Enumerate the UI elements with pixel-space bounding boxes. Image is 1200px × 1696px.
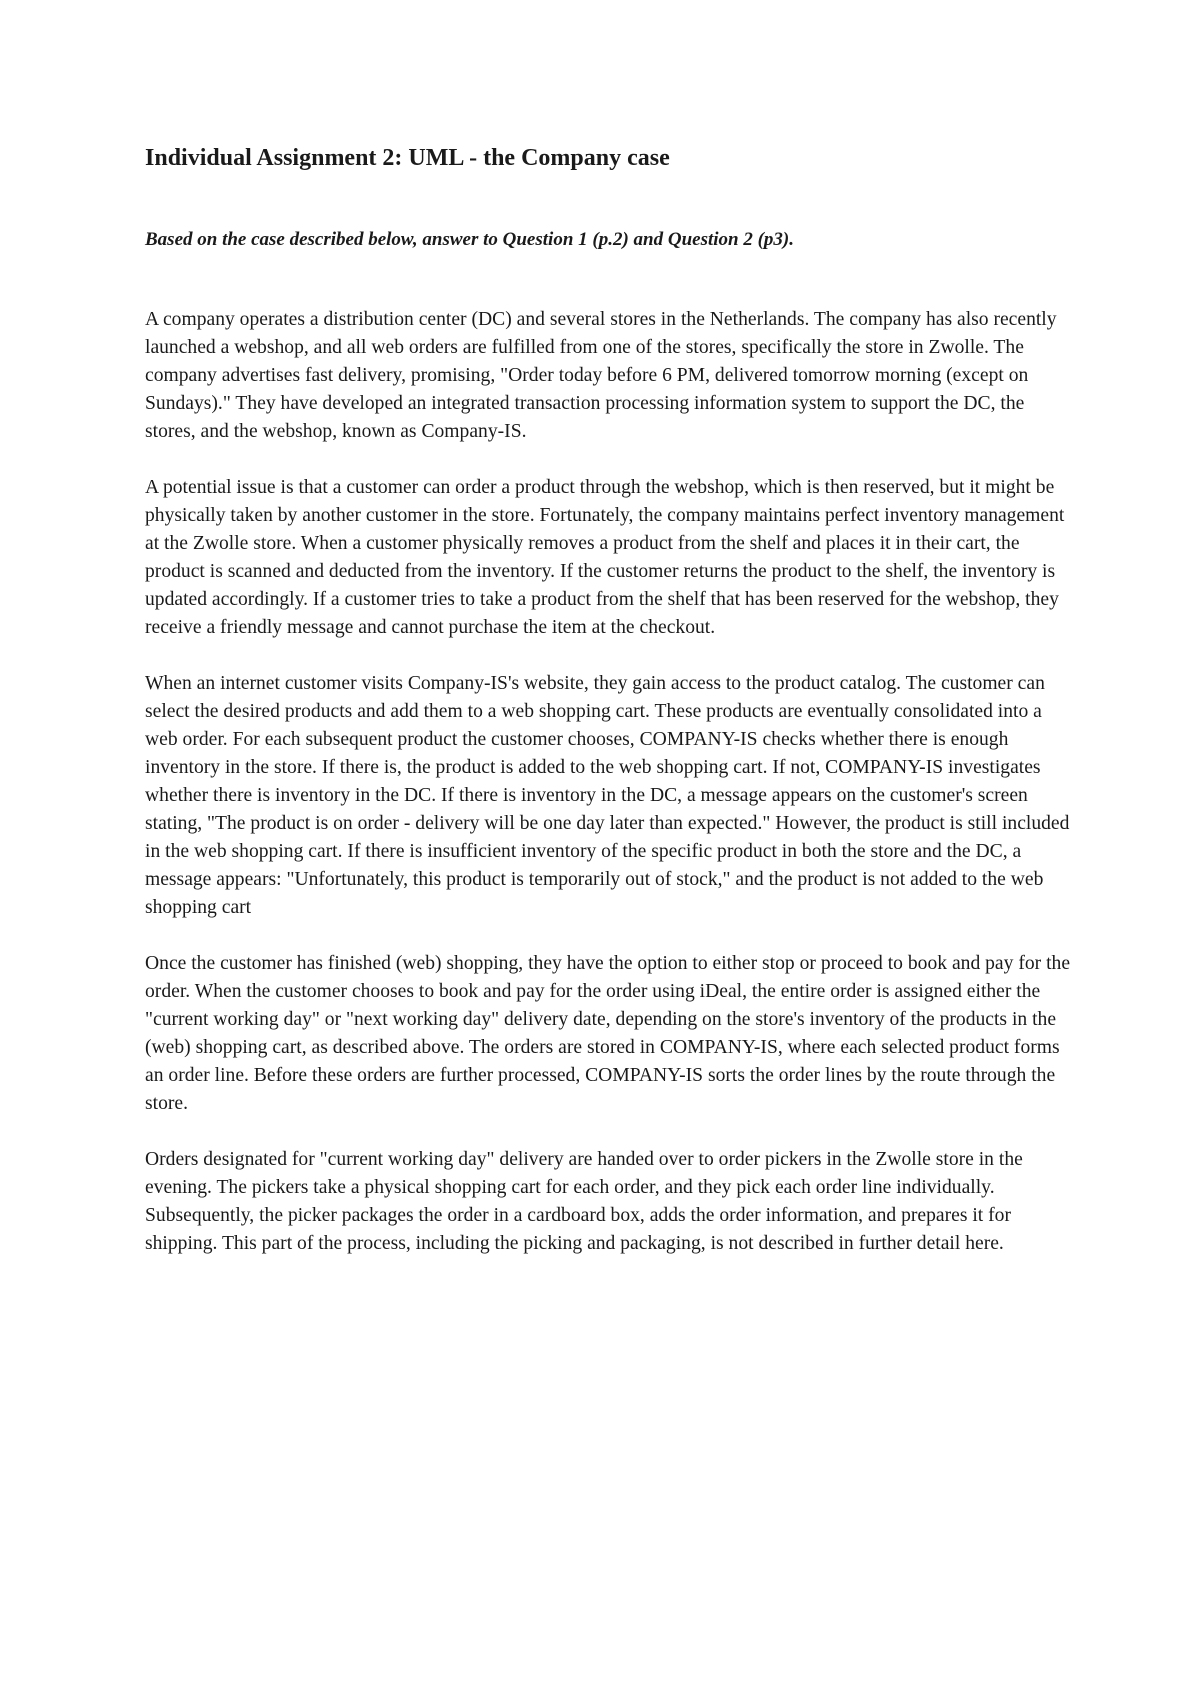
document-body (145, 142, 1075, 1286)
paragraph-web-shopping: When an internet customer visits Company-IS's website, they gain access to the product catalog. The customer can select the desired products and add them to a web shopping cart. These products are eventually consolidated into a web order. For each subsequent product the customer chooses, COMPANY-IS checks whether there is enough inventory in the store. If there is, the product is added to the web shopping cart. If not, COMPANY-IS investigates whether there is inventory in the DC. If there is inventory in the DC, a message appears on the customer's screen stating, "The product is on order - delivery will be one day later than expected." However, the product is still included in the web shopping cart. If there is insufficient inventory of the specific product in both the store and the DC, a message appears: "Unfortunately, this product is temporarily out of stock," and the product is not added to the web shopping cart (145, 673, 1070, 918)
paragraph-order-picking: Orders designated for "current working day" delivery are handed over to order pickers in the Zwolle store in the evening. The pickers take a physical shopping cart for each order, and they pick each order line individually. Subsequently, the picker packages the order in a cardboard box, adds the order information, and prepares it for shipping. This part of the process, including the picking and packaging, is not described in further detail here. (145, 1149, 1023, 1254)
document-title: Individual Assignment 2: UML - the Company case (145, 145, 670, 171)
paragraph-company-overview: A company operates a distribution center (DC) and several stores in the Netherlands. The company has also recently launched a webshop, and all web orders are fulfilled from one of the stores, specifically the store in Zwolle. The company advertises fast delivery, promising, "Order today before 6 PM, delivered tomorrow morning (except on Sundays)." They have developed an integrated transaction processing information system to support the DC, the stores, and the webshop, known as Company-IS. (145, 309, 1057, 442)
paragraph-inventory-issue: A potential issue is that a customer can order a product through the webshop, which is then reserved, but it might be physically taken by another customer in the store. Fortunately, the company maintains perfect inventory management at the Zwolle store. When a customer physically removes a product from the shelf and places it in their cart, the product is scanned and deducted from the inventory. If the customer returns the product to the shelf, the inventory is updated accordingly. If a customer tries to take a product from the shelf that has been reserved for the webshop, they receive a friendly message and cannot purchase the item at the checkout. (145, 477, 1065, 638)
paragraph-booking-payment: Once the customer has finished (web) shopping, they have the option to either stop or proceed to book and pay for the order. When the customer chooses to book and pay for the order using iDeal, the entire order is assigned either the "current working day" or "next working day" delivery date, depending on the store's inventory of the products in the (web) shopping cart, as described above. The orders are stored in COMPANY-IS, where each selected product forms an order line. Before these orders are further processed, COMPANY-IS sorts the order lines by the route through the store. (145, 953, 1071, 1114)
assignment-instruction: Based on the case described below, answer to Question 1 (p.2) and Question 2 (p3). (145, 229, 794, 250)
